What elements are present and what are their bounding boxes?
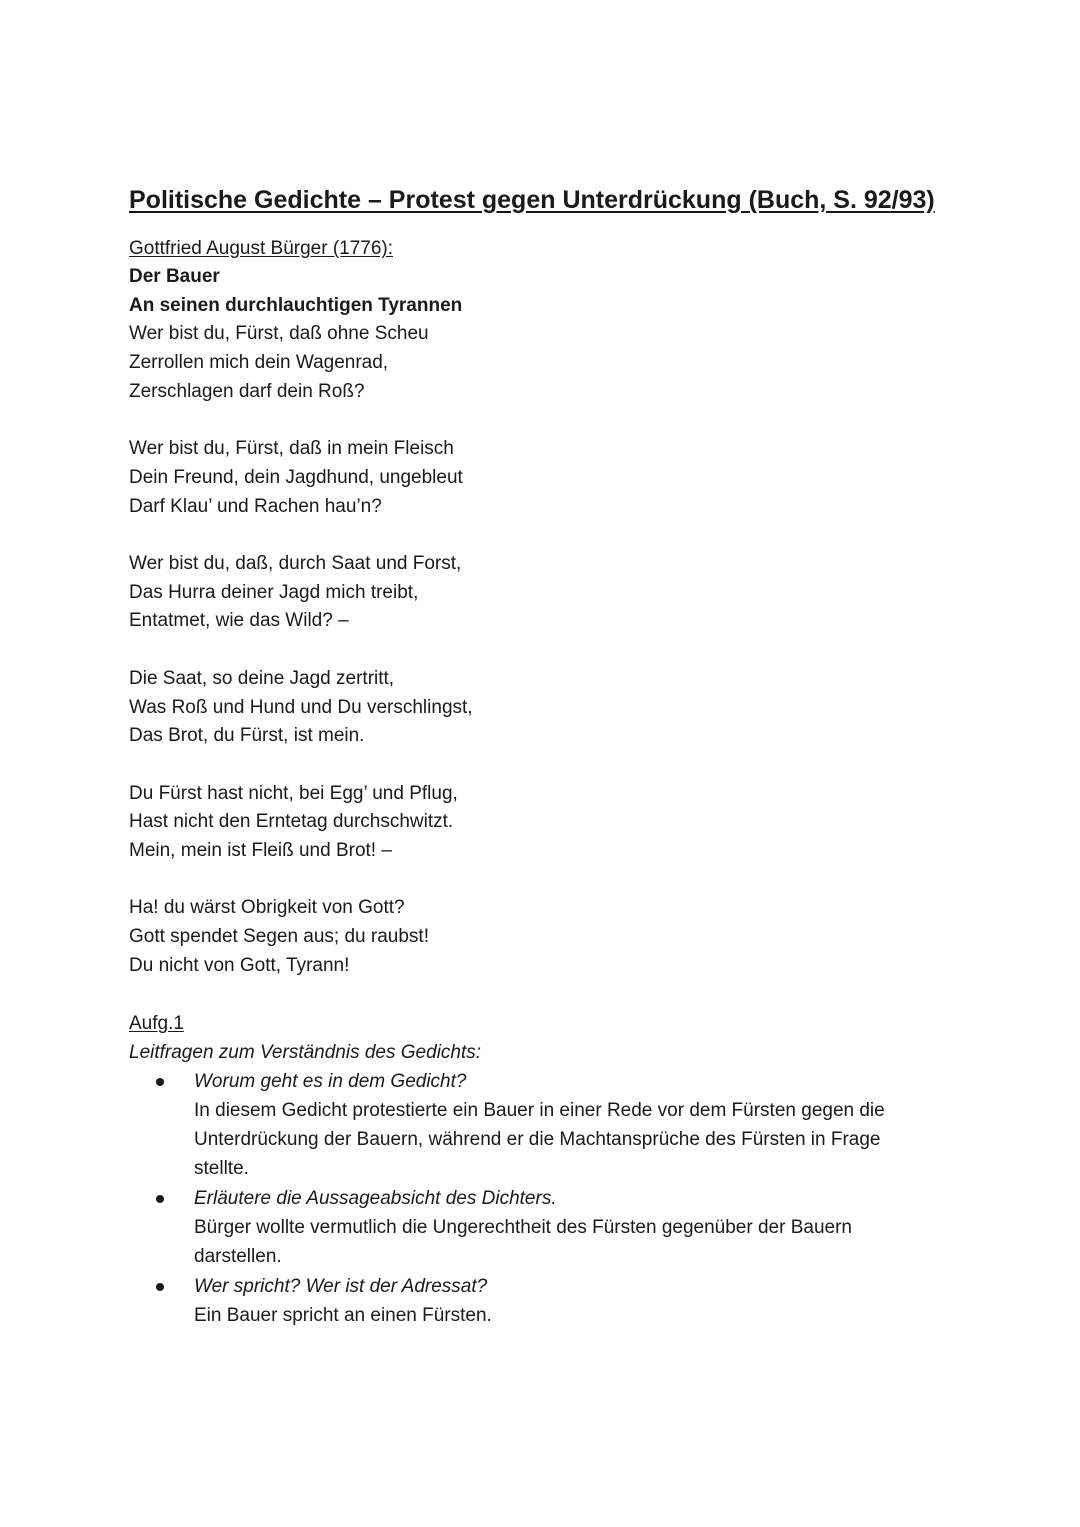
answer-text: Bürger wollte vermutlich die Ungerechtheit des Fürsten gegenüber der Bauern darstellen. (194, 1217, 852, 1268)
poem-line: Dein Freund, dein Jagdhund, ungebleut (129, 466, 463, 488)
poem-body (129, 320, 949, 980)
poem-line: Wer bist du, Fürst, daß in mein Fleisch (129, 438, 454, 460)
document-page (129, 180, 949, 1331)
question-list (129, 1067, 949, 1330)
poem-stanza (129, 320, 949, 406)
poem-subtitle: An seinen durchlauchtigen Tyrannen (129, 294, 463, 316)
bullet-icon (156, 1195, 164, 1203)
page-title: Politische Gedichte – Protest gegen Unterdrückung (Buch, S. 92/93) (129, 186, 935, 214)
poem-title: Der Bauer (129, 266, 220, 287)
poem-stanza (129, 894, 949, 980)
answer-text: In diesem Gedicht protestierte ein Bauer in einer Rede vor dem Fürsten gegen die Unterdrückung der Bauern, während er die Machtansprüche des Fürsten in Frage stellte. (194, 1100, 885, 1180)
poem-line: Hast nicht den Erntetag durchschwitzt. (129, 811, 454, 833)
question-text: Wer spricht? Wer ist der Adressat? (194, 1276, 488, 1298)
poem-line: Wer bist du, daß, durch Saat und Forst, (129, 553, 462, 574)
list-item (129, 1184, 949, 1271)
poem-line: Mein, mein ist Fleiß und Brot! – (129, 840, 392, 861)
poem-line: Zerschlagen darf dein Roß? (129, 380, 365, 402)
poem-line: Darf Klau’ und Rachen hau’n? (129, 495, 382, 517)
poem-author: Gottfried August Bürger (1776): (129, 238, 394, 259)
poem-line: Du Fürst hast nicht, bei Egg’ und Pflug, (129, 782, 458, 804)
task-guide: Leitfragen zum Verständnis des Gedichts: (129, 1042, 482, 1064)
poem-line: Ha! du wärst Obrigkeit von Gott? (129, 897, 405, 919)
poem-line: Zerrollen mich dein Wagenrad, (129, 352, 389, 374)
poem-stanza (129, 550, 949, 636)
answer-text: Ein Bauer spricht an einen Fürsten. (194, 1305, 492, 1327)
poem-line: Die Saat, so deine Jagd zertritt, (129, 667, 395, 689)
poem-line: Entatmet, wie das Wild? – (129, 610, 349, 632)
poem-line: Das Hurra deiner Jagd mich treibt, (129, 581, 419, 603)
poem-line: Du nicht von Gott, Tyrann! (129, 954, 350, 976)
list-item (129, 1272, 949, 1330)
bullet-icon (156, 1078, 164, 1086)
poem-line: Was Roß und Hund und Du verschlingst, (129, 696, 473, 718)
poem-line: Das Brot, du Fürst, ist mein. (129, 725, 365, 747)
question-text: Erläutere die Aussageabsicht des Dichters. (194, 1188, 557, 1210)
poem-line: Wer bist du, Fürst, daß ohne Scheu (129, 323, 429, 345)
question-text: Worum geht es in dem Gedicht? (194, 1071, 467, 1093)
poem-stanza (129, 780, 949, 866)
poem-stanza (129, 435, 949, 521)
task-label: Aufg.1 (129, 1013, 184, 1035)
poem-line: Gott spendet Segen aus; du raubst! (129, 926, 429, 948)
poem-stanza (129, 665, 949, 751)
list-item (129, 1067, 949, 1183)
bullet-icon (156, 1283, 164, 1291)
